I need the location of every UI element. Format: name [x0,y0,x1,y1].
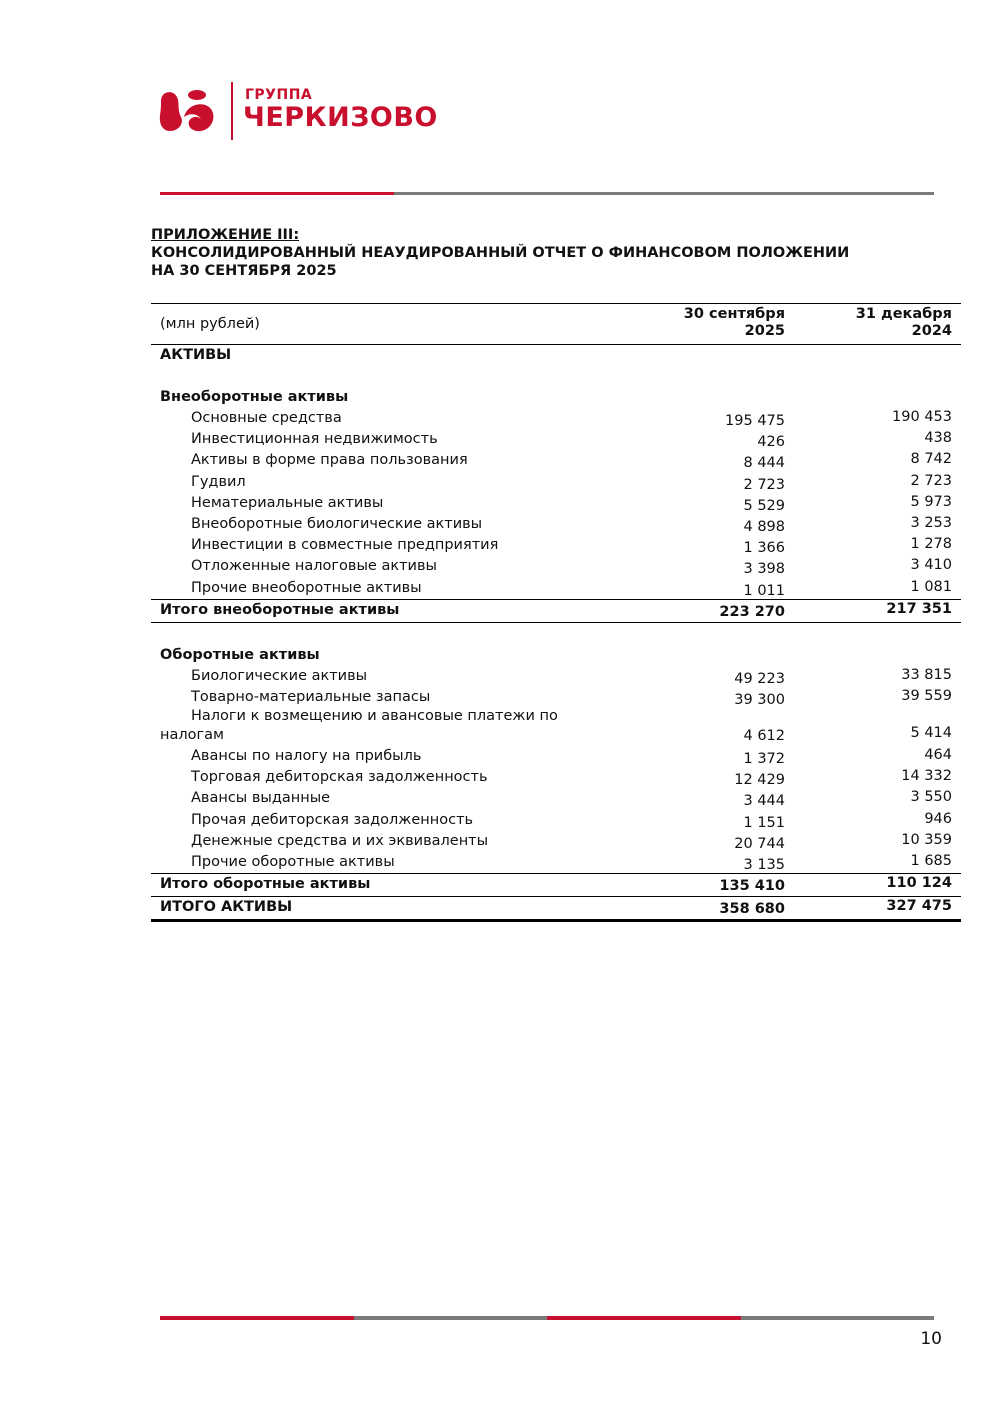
table-row: Прочие внеоборотные активы 1 011 1 081 [191,578,952,599]
appendix-label: ПРИЛОЖЕНИЕ III: [151,227,300,243]
page-number: 10 [920,1329,942,1349]
table-row: Прочая дебиторская задолженность 1 151 946 [191,810,952,831]
table-row: Внеоборотные биологические активы 4 898 3 253 [191,514,952,535]
column-header-2024: 31 декабря 2024 [855,306,952,339]
document-title [151,226,849,280]
table-row: Налоги к возмещению и авансовые платежи по налогам 4 612 5 414 [160,708,952,745]
table-row: Прочие оборотные активы 3 135 1 685 [191,853,952,873]
noncurrent-heading: Внеоборотные активы [160,389,349,405]
table-row: Гудвил 2 723 2 723 [191,472,952,493]
table-row: Отложенные налоговые активы 3 398 3 410 [191,557,952,578]
table-row: Основные средства 195 475 190 453 [191,409,952,429]
table-row: Инвестиции в совместные предприятия 1 366 1 278 [191,536,952,557]
table-row: Товарно-материальные запасы 39 300 39 559 [191,687,952,708]
table-header [151,303,961,345]
logo-text-big: ЧЕРКИЗОВО [243,102,438,133]
column-header-2025: 30 сентября 2025 [683,306,785,339]
logo-divider [231,82,233,140]
table-row: Авансы по налогу на прибыль 1 372 464 [191,747,952,768]
table-row: Активы в форме права пользования 8 444 8 742 [191,451,952,472]
table-row: Авансы выданные 3 444 3 550 [191,789,952,810]
logo-text-small: ГРУППА [245,87,313,103]
title-line-1: КОНСОЛИДИРОВАННЫЙ НЕАУДИРОВАННЫЙ ОТЧЕТ О ФИНАНСОВОМ ПОЛОЖЕНИИ [151,245,850,261]
table-row: Инвестиционная недвижимость 426 438 [191,430,952,451]
current-heading: Оборотные активы [160,646,320,663]
current-total-row: Итого оборотные активы 135 410 110 124 [151,873,961,897]
cherkizovo-logo-icon [157,87,217,133]
company-logo [157,80,457,140]
title-line-2: НА 30 СЕНТЯБРЯ 2025 [151,263,337,279]
balance-sheet-table [151,303,961,922]
table-row: Биологические активы 49 223 33 815 [191,666,952,687]
table-row: Нематериальные активы 5 529 5 973 [191,493,952,514]
assets-heading: АКТИВЫ [160,347,232,363]
noncurrent-total-row: Итого внеоборотные активы 223 270 217 351 [151,599,961,623]
header-divider [160,192,934,195]
table-row: Торговая дебиторская задолженность 12 429 14 332 [191,768,952,789]
unit-label: (млн рублей) [160,316,260,332]
footer-divider [160,1316,934,1320]
grand-total-row: ИТОГО АКТИВЫ 358 680 327 475 [151,897,961,922]
table-row: Денежные средства и их эквиваленты 20 744 10 359 [191,831,952,852]
